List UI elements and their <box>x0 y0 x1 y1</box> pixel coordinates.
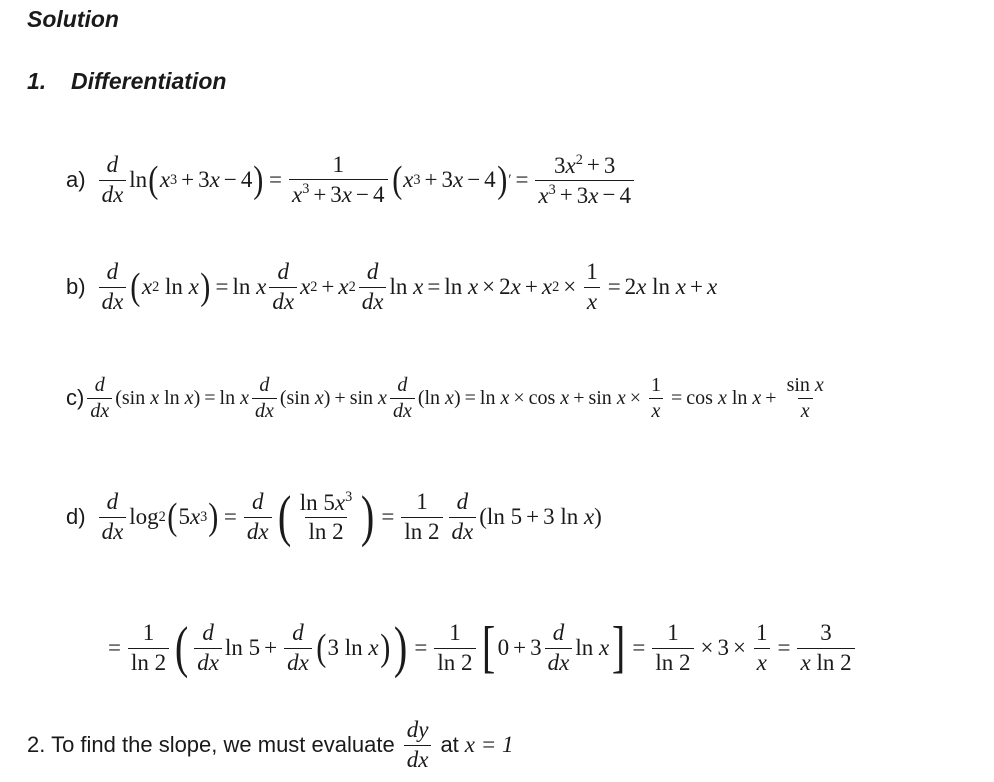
deriv-operator: d dx <box>449 490 477 543</box>
deriv-operator: d dx <box>194 621 222 674</box>
label-c: c) <box>66 385 85 410</box>
label-a: a) <box>66 167 86 192</box>
fraction: $\frac{1}{x}$ <box>753 621 771 674</box>
q2-at: at <box>440 732 459 757</box>
equation-a: a) d dx ln ( x 3 + 3 x − 4 ) = $\frac{1}{x^3 + 3x - 4}$ ( x 3 + 3 x − 4 ) ′ = $\frac{3x^2 + 3}{x^3 + 3x - 4}$ <box>66 145 637 215</box>
section-heading <box>27 68 226 95</box>
fraction: $\frac{1}{x^3 + 3x - 4}$ <box>289 153 388 207</box>
fraction: $\frac{3x^2 + 3}{x^3 + 3x - 4}$ <box>535 153 634 208</box>
fraction: $\frac{1}{\ln 2}$ <box>434 621 475 674</box>
deriv-operator: d dx <box>99 260 127 313</box>
fraction: $\ln 5x^3$ ln 2 <box>299 488 353 544</box>
q2-condition: x = 1 <box>464 732 514 757</box>
label-d: d) <box>66 504 86 529</box>
dy: dy <box>406 717 429 743</box>
q2-text: 2. To find the slope, we must evaluate <box>27 732 395 757</box>
equation-d-continued: = $\frac{1}{\ln 2}$ ( d dx ln 5 + $\frac{d}{dx}$ ( 3 ln x ) ) = $\frac{1}{\ln 2}$ [ 0 + 3 $\frac{d}{dx}$ ln x ] = $\frac{1}{\ln 2}$ × 3 × $\frac{1}{x}$ = $\frac{3}{\text{x ln 2}}$ <box>104 608 858 688</box>
section-number: 1. <box>27 68 47 94</box>
fraction: $\frac{1}{\ln 2}$ <box>128 621 169 674</box>
question-2 <box>27 710 514 780</box>
equation-b: b) d dx ( x 2 ln x ) = ln x d dx x 2 + x 2 d dx ln x = ln x × 2 x + x 2 × $\frac{1}{x}$ = 2 x ln x + x <box>66 259 718 314</box>
deriv-operator: d dx <box>99 490 127 543</box>
deriv-operator: $\frac{d}{dx}$ <box>284 621 312 674</box>
label-b: b) <box>66 274 86 299</box>
section-title: Differentiation <box>70 68 227 94</box>
fraction: $\frac{1}{\ln 2}$ <box>652 621 693 674</box>
deriv-operator: d dx <box>252 375 277 422</box>
equation-d: d) d dx log 2 ( 5 x 3 ) = $\frac{d}{dx}$ ( $\ln 5x^3$ ln 2 ) = $\frac{1}{\ln 2}$ d dx (ln 5 + 3 ln x ) <box>66 485 602 549</box>
deriv-operator: $\frac{d}{dx}$ <box>545 621 573 674</box>
equation-c: c) d dx (sin x ln x ) = ln x d dx (sin x ) + sin x d dx (ln x ) = ln x × cos x + sin x × $\frac{1}{x}$ = cos x ln x + $\frac{\text{sin x}}{x}$ <box>66 367 830 429</box>
deriv-operator: $\frac{d}{dx}$ <box>244 490 272 543</box>
deriv-operator: d dx <box>99 153 127 206</box>
dx: dx <box>404 745 432 772</box>
fraction: $\frac{3}{\text{x ln 2}}$ <box>797 621 854 674</box>
deriv-operator: d dx <box>269 260 297 313</box>
fraction: $\frac{\text{sin x}}{x}$ <box>786 373 824 422</box>
fraction: $\frac{1}{\ln 2}$ <box>401 490 442 543</box>
fraction: $\frac{1}{x}$ <box>648 375 664 422</box>
fraction: $\frac{1}{x}$ <box>583 260 601 313</box>
deriv-operator: d dx <box>87 375 112 422</box>
dy-dx-fraction <box>404 718 432 771</box>
deriv-operator: d dx <box>359 260 387 313</box>
solution-title: Solution <box>27 6 119 32</box>
deriv-operator: d dx <box>390 375 415 422</box>
